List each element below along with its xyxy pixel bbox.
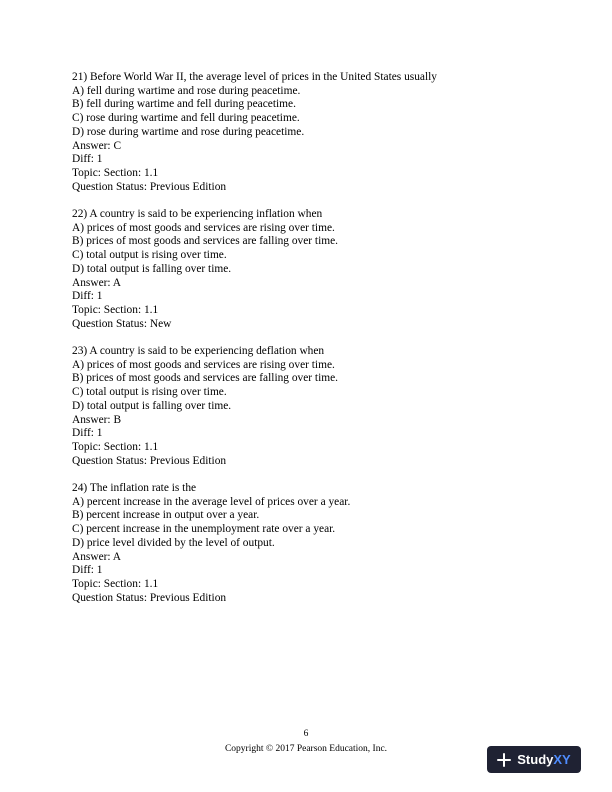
answer-option-a: A) percent increase in the average level of prices over a year. bbox=[72, 495, 351, 508]
answer-option-d: D) price level divided by the level of output. bbox=[72, 536, 275, 549]
answer-option-c: C) total output is rising over time. bbox=[72, 249, 227, 262]
answer-key: Answer: C bbox=[72, 139, 122, 152]
answer-key: Answer: A bbox=[72, 276, 122, 289]
question-block bbox=[72, 482, 542, 605]
question-status: Question Status: New bbox=[72, 317, 172, 330]
plus-icon bbox=[497, 753, 511, 767]
answer-option-d: D) total output is falling over time. bbox=[72, 399, 232, 412]
copyright-notice: Copyright © 2017 Pearson Education, Inc. bbox=[224, 744, 388, 754]
answer-key: Answer: A bbox=[72, 550, 122, 563]
topic: Topic: Section: 1.1 bbox=[72, 577, 159, 590]
answer-option-b: B) percent increase in output over a year. bbox=[72, 509, 260, 522]
question-block bbox=[72, 345, 542, 468]
answer-option-b: B) prices of most goods and services are falling over time. bbox=[72, 235, 339, 248]
studyxy-badge[interactable] bbox=[487, 746, 581, 773]
question-block bbox=[72, 71, 542, 194]
difficulty: Diff: 1 bbox=[72, 564, 103, 577]
question-status: Question Status: Previous Edition bbox=[72, 591, 227, 604]
answer-option-a: A) fell during wartime and rose during peacetime. bbox=[72, 84, 301, 97]
answer-option-b: B) fell during wartime and fell during peacetime. bbox=[72, 98, 296, 111]
answer-option-b: B) prices of most goods and services are falling over time. bbox=[72, 372, 339, 385]
answer-option-c: C) total output is rising over time. bbox=[72, 386, 227, 399]
answer-option-a: A) prices of most goods and services are rising over time. bbox=[72, 221, 335, 234]
page-number: 6 bbox=[303, 729, 309, 739]
topic: Topic: Section: 1.1 bbox=[72, 303, 159, 316]
difficulty: Diff: 1 bbox=[72, 153, 103, 166]
question-stem: 24) The inflation rate is the bbox=[72, 482, 197, 495]
question-stem: 21) Before World War II, the average level of prices in the United States usually bbox=[72, 71, 437, 83]
topic: Topic: Section: 1.1 bbox=[72, 440, 159, 453]
badge-brand: StudyXY bbox=[517, 752, 571, 767]
difficulty: Diff: 1 bbox=[72, 427, 103, 440]
question-block bbox=[72, 208, 542, 331]
topic: Topic: Section: 1.1 bbox=[72, 166, 159, 179]
answer-option-d: D) rose during wartime and rose during peacetime. bbox=[72, 125, 305, 138]
question-stem: 22) A country is said to be experiencing inflation when bbox=[72, 208, 323, 221]
answer-option-c: C) rose during wartime and fell during peacetime. bbox=[72, 112, 300, 125]
question-status: Question Status: Previous Edition bbox=[72, 454, 227, 467]
answer-key: Answer: B bbox=[72, 413, 122, 426]
difficulty: Diff: 1 bbox=[72, 290, 103, 303]
question-list bbox=[72, 71, 542, 619]
answer-option-c: C) percent increase in the unemployment rate over a year. bbox=[72, 523, 336, 536]
answer-option-a: A) prices of most goods and services are rising over time. bbox=[72, 358, 335, 371]
answer-option-d: D) total output is falling over time. bbox=[72, 262, 232, 275]
question-stem: 23) A country is said to be experiencing deflation when bbox=[72, 345, 325, 358]
question-status: Question Status: Previous Edition bbox=[72, 180, 227, 193]
